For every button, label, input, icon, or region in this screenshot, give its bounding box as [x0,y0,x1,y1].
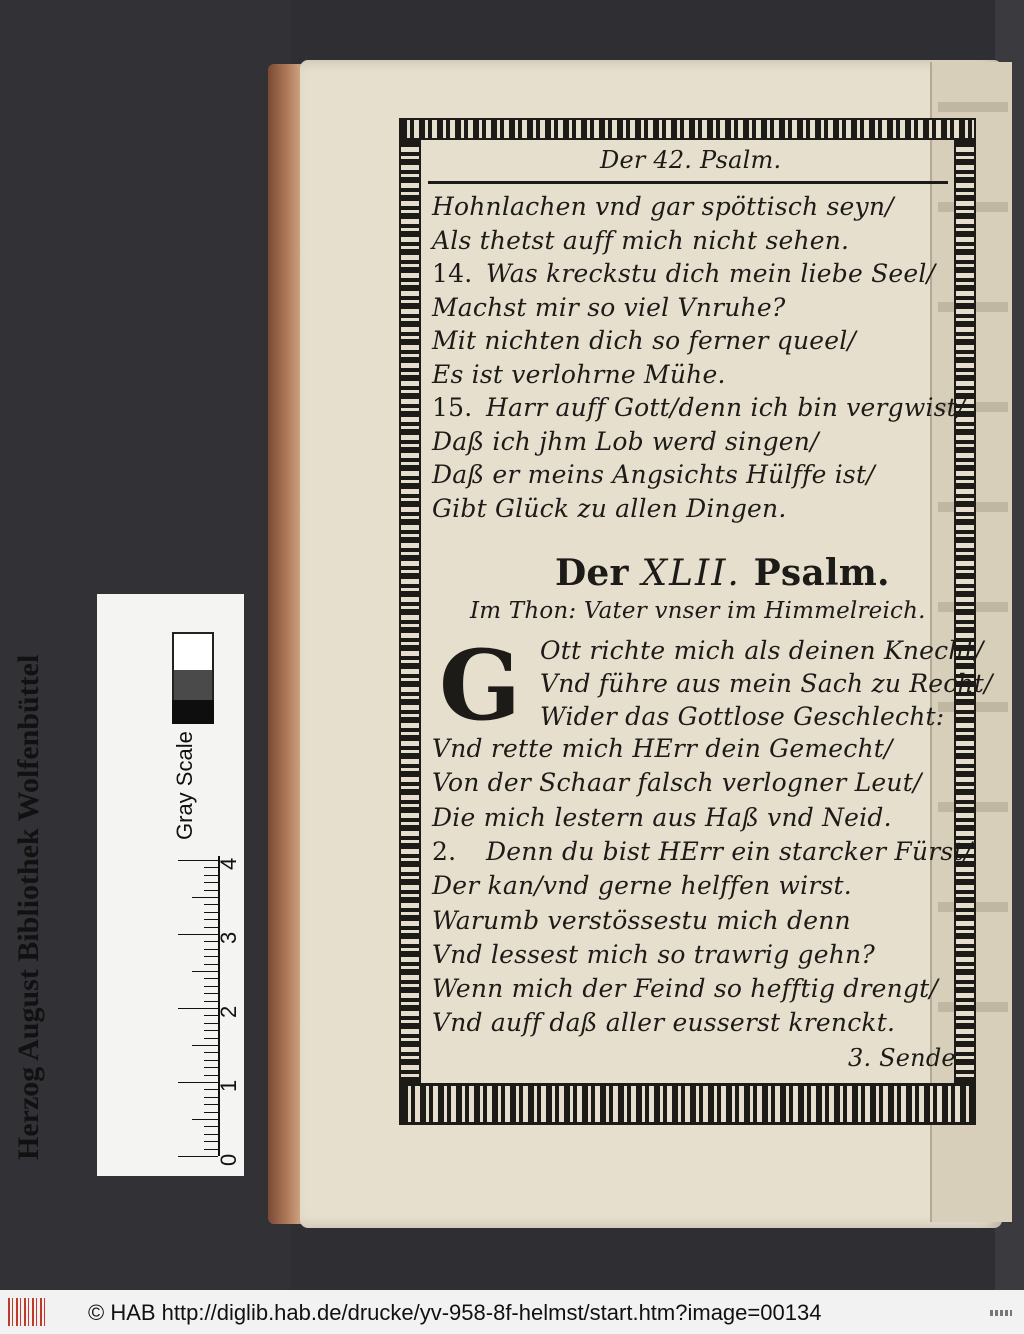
ruler-tick [178,1008,218,1009]
border-top [399,118,976,140]
verse-line [432,460,875,489]
header-rule [428,181,948,184]
ruler-tick [204,1112,218,1113]
ruler-tick [204,1134,218,1135]
ruler-number: 4 [216,857,241,870]
verse-line [432,906,851,935]
ruler-tick [204,1038,218,1039]
ruler-tick [204,1001,218,1002]
verse-text: Harr auff Gott/denn ich bin vergwist/ [486,393,966,422]
ruler-tick [204,1104,218,1105]
ruler-tick [192,971,218,972]
ruler-tick [192,1119,218,1120]
ruler-tick [204,1097,218,1098]
ruler-tick [204,927,218,928]
verse-text: Wenn mich der Feind so hefftig drengt/ [432,974,939,1004]
catchword: 3. Sende [848,1044,956,1072]
verse-text: Es ist verlohrne Mühe. [432,359,726,389]
footer-bar [0,1290,1024,1334]
border-right [954,140,976,1085]
ruler-tick [204,882,218,883]
ruler-tick [204,964,218,965]
ruler-tick [204,1075,218,1076]
verse-line [432,192,894,221]
verse-text: Von der Schaar falsch verlogner Leut/ [432,768,922,798]
verse-line [432,360,726,389]
ruler-tick [204,956,218,957]
verse-text: Machst mir so viel Vnruhe? [432,292,786,322]
ruler-tick [204,986,218,987]
ruler-tick [178,860,218,861]
white-patch [172,632,214,670]
copyright-link[interactable]: © HAB http://diglib.hab.de/drucke/yv-958-8f-helmst/start.htm?image=00134 [88,1300,822,1325]
gray-patch [172,670,214,700]
verse-line [432,494,786,523]
ruler-tick [204,890,218,891]
verse-text: Vnd lessest mich so trawrig gehn? [432,939,875,969]
verse-line [432,803,892,832]
ruler-tick [204,1052,218,1053]
verse-line [432,226,849,255]
ruler-number: 1 [216,1079,241,1092]
ruler-number: 3 [216,931,241,944]
verse-number: 2. [432,836,457,866]
ruler-tick [192,897,218,898]
verse-text: Denn du bist HErr ein starcker Fürst/ [486,836,973,866]
ruler-tick [192,1045,218,1046]
verse-line [432,940,875,969]
black-patch [172,700,214,724]
psalm-title [555,552,890,594]
barcode-icon [8,1298,46,1326]
ruler-tick [204,1060,218,1061]
verse-line [432,974,938,1003]
verse-text: Daß ich jhm Lob werd singen/ [432,426,819,456]
verse-text: Als thetst auff mich nicht sehen. [432,225,850,255]
ruler-tick [178,1156,218,1157]
verse-line: Wider das Gottlose Geschlecht: [540,702,945,731]
ruler-tick [204,904,218,905]
card-title: Herzog August Bibliothek Wolfenbüttel [12,654,45,1160]
running-head: Der 42. Psalm. [600,146,782,174]
verse-line: Ott richte mich als deinen Knecht/ [540,636,984,665]
verse-text: Mit nichten dich so ferner queel/ [432,326,857,355]
verse-text: Die mich lestern aus Haß vnd Neid. [432,802,892,832]
ruler-number: 0 [216,1153,241,1166]
verse-line [432,326,856,355]
ruler-tick [204,875,218,876]
psalm-title-roman: XLII. [641,553,741,594]
border-left [399,140,421,1085]
ruler-number: 2 [216,1005,241,1018]
ruler-tick [204,949,218,950]
decorated-initial: G [439,629,521,742]
verse-line: Vnd führe aus mein Sach zu Recht/ [540,669,993,698]
tune-line: Im Thon: Vater vnser im Himmelreich. [470,598,926,624]
verse-line [432,293,785,322]
border-bottom [399,1083,976,1125]
verse-text: Warumb verstössestu mich denn [432,905,851,935]
dots-icon [990,1310,1012,1316]
ruler-tick [204,1030,218,1031]
verse-line [432,427,819,456]
verse-line [432,768,922,797]
psalm-title-post: Psalm. [753,552,890,594]
ruler-tick [178,934,218,935]
ruler-tick [204,1067,218,1068]
gray-scale-label: Gray Scale [172,731,197,840]
verse-text: Vnd auff daß aller eusserst krenckt. [432,1008,896,1038]
ruler-tick [204,919,218,920]
verse-text: Was kreckstu dich mein liebe Seel/ [486,259,936,288]
ruler-tick [204,1149,218,1150]
verse-text: Vnd rette mich HErr dein Gemecht/ [432,734,893,763]
ruler-tick [204,912,218,913]
verse-line [432,1008,895,1037]
verse-text: Gibt Glück zu allen Dingen. [432,493,787,523]
verse-text: Der kan/vnd gerne helffen wirst. [432,871,852,901]
verse-line [432,837,972,866]
verse-number: 14. [432,259,473,288]
verse-text: Hohnlachen vnd gar spöttisch seyn/ [432,192,894,221]
ruler-tick [178,1082,218,1083]
verse-line [432,259,935,288]
verse-line [432,871,852,900]
verse-text: Daß er meins Angsichts Hülffe ist/ [432,460,875,489]
ruler-tick [204,1141,218,1142]
verse-line [432,734,893,763]
verse-line [432,393,966,422]
ruler-tick [204,978,218,979]
ruler-tick [204,1126,218,1127]
verse-number: 15. [432,393,473,422]
ruler-tick [204,1023,218,1024]
psalm-title-pre: Der [555,552,629,594]
ruler-tick [204,993,218,994]
